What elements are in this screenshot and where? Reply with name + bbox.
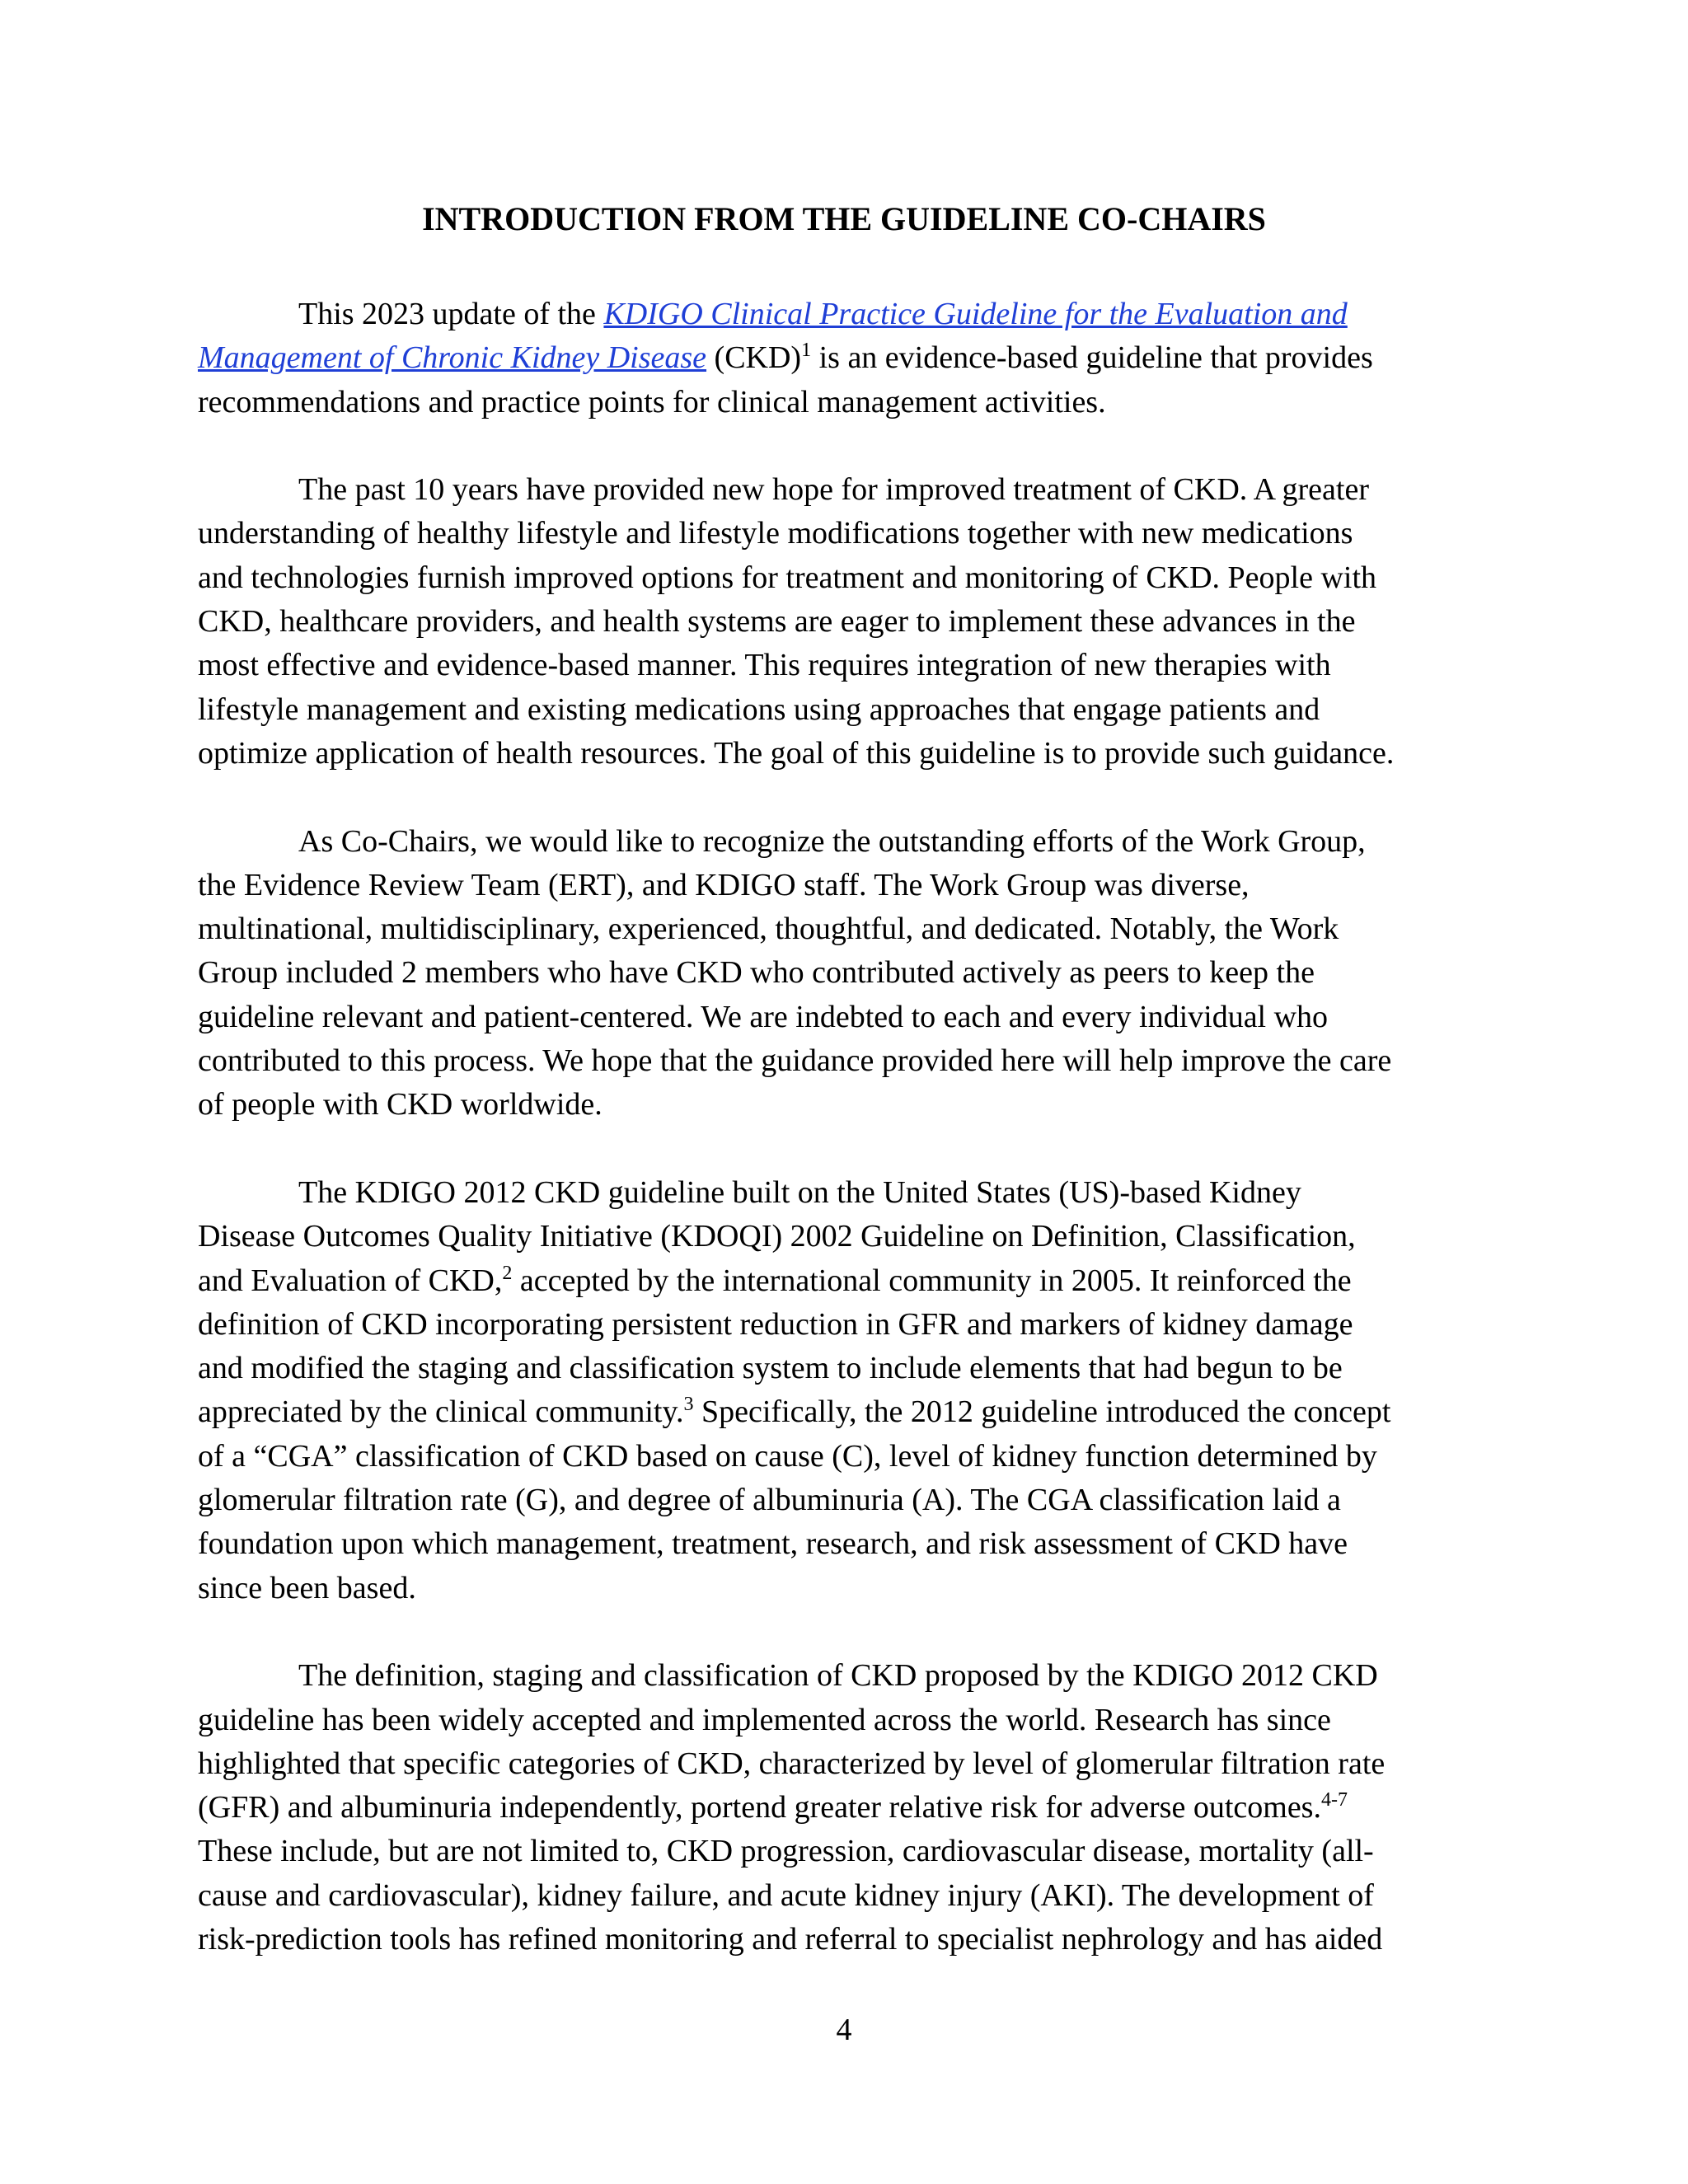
text-line: highlighted that specific categories of CKD, characterized by level of glomerular filtration rate (198, 1746, 1386, 1781)
text-line: risk-prediction tools has refined monitoring and referral to specialist nephrology and has aided (198, 1921, 1383, 1957)
paragraph-4 (198, 1171, 1484, 1610)
text-line: Disease Outcomes Quality Initiative (KDOQI) 2002 Guideline on Definition, Classification, (198, 1219, 1356, 1254)
document-body (198, 293, 1484, 2006)
text-run: and Evaluation of CKD, (198, 1263, 503, 1298)
paragraph-2 (198, 468, 1484, 776)
text-line: The past 10 years have provided new hope for improved treatment of CKD. A greater (298, 472, 1369, 508)
guideline-link-continued[interactable]: Management of Chronic Kidney Disease (198, 340, 707, 376)
text-line: of a “CGA” classification of CKD based on cause (C), level of kidney function determined by (198, 1438, 1377, 1474)
text-line: Group included 2 members who have CKD who contributed actively as peers to keep the (198, 955, 1315, 991)
text-line: recommendations and practice points for clinical management activities. (198, 384, 1106, 419)
text-run: (GFR) and albuminuria independently, portend greater relative risk for adverse outcomes. (198, 1790, 1321, 1825)
text-line: As Co-Chairs, we would like to recognize the outstanding efforts of the Work Group, (298, 823, 1366, 859)
page-title: INTRODUCTION FROM THE GUIDELINE CO-CHAIRS (422, 200, 1266, 237)
text-run: This 2023 update of the (298, 297, 604, 331)
text-line: The KDIGO 2012 CKD guideline built on the United States (US)-based Kidney (298, 1174, 1301, 1210)
text-line: of people with CKD worldwide. (198, 1087, 603, 1122)
text-line: The definition, staging and classification of CKD proposed by the KDIGO 2012 CKD (298, 1658, 1378, 1694)
text-line: and modified the staging and classification system to include elements that had begun to be (198, 1351, 1343, 1386)
footnote-ref: 2 (502, 1262, 513, 1284)
footnote-ref: 3 (683, 1394, 694, 1416)
text-line (198, 1259, 1484, 1303)
text-line (198, 293, 1484, 336)
page-number: 4 (836, 2013, 852, 2047)
text-line (198, 336, 1484, 380)
text-line: guideline relevant and patient-centered. We are indebted to each and every individual who (198, 999, 1329, 1034)
text-line: contributed to this process. We hope that the guidance provided here will help improve the care (198, 1043, 1392, 1079)
text-line: multinational, multidisciplinary, experienced, thoughtful, and dedicated. Notably, the Work (198, 912, 1339, 947)
guideline-link[interactable]: KDIGO Clinical Practice Guideline for the Evaluation and (603, 297, 1348, 331)
paragraph-5 (198, 1654, 1484, 1961)
text-line: guideline has been widely accepted and implemented across the world. Research has since (198, 1702, 1331, 1737)
text-line (198, 1786, 1484, 1830)
text-line: foundation upon which management, treatment, research, and risk assessment of CKD have (198, 1526, 1348, 1562)
text-run: Specifically, the 2012 guideline introduced the concept (693, 1394, 1391, 1430)
text-line: definition of CKD incorporating persistent reduction in GFR and markers of kidney damage (198, 1306, 1353, 1342)
text-line: since been based. (198, 1570, 416, 1605)
text-run: accepted by the international community in 2005. It reinforced the (512, 1263, 1352, 1298)
text-line (198, 1390, 1484, 1434)
text-run: is an evidence-based guideline that provides (811, 340, 1373, 376)
text-line: CKD, healthcare providers, and health systems are eager to implement these advances in the (198, 604, 1356, 640)
text-line: most effective and evidence-based manner. This requires integration of new therapies with (198, 648, 1331, 683)
paragraph-3 (198, 820, 1484, 1127)
text-run: appreciated by the clinical community. (198, 1394, 684, 1430)
text-line: glomerular filtration rate (G), and degree of albuminuria (A). The CGA classification laid a (198, 1483, 1341, 1518)
text-line: optimize application of health resources. The goal of this guideline is to provide such guidance. (198, 735, 1395, 771)
text-line: understanding of healthy lifestyle and lifestyle modifications together with new medications (198, 516, 1353, 551)
paragraph-1 (198, 293, 1484, 424)
text-run: (CKD) (706, 340, 802, 376)
text-line: cause and cardiovascular), kidney failure, and acute kidney injury (AKI). The development of (198, 1877, 1374, 1913)
text-line: the Evidence Review Team (ERT), and KDIGO staff. The Work Group was diverse, (198, 867, 1250, 902)
footnote-ref: 1 (801, 340, 812, 362)
text-line: and technologies furnish improved options for treatment and monitoring of CKD. People with (198, 560, 1377, 595)
text-line: These include, but are not limited to, CKD progression, cardiovascular disease, mortality (all- (198, 1834, 1374, 1869)
footnote-ref: 4-7 (1320, 1789, 1348, 1811)
text-line: lifestyle management and existing medications using approaches that engage patients and (198, 691, 1320, 727)
